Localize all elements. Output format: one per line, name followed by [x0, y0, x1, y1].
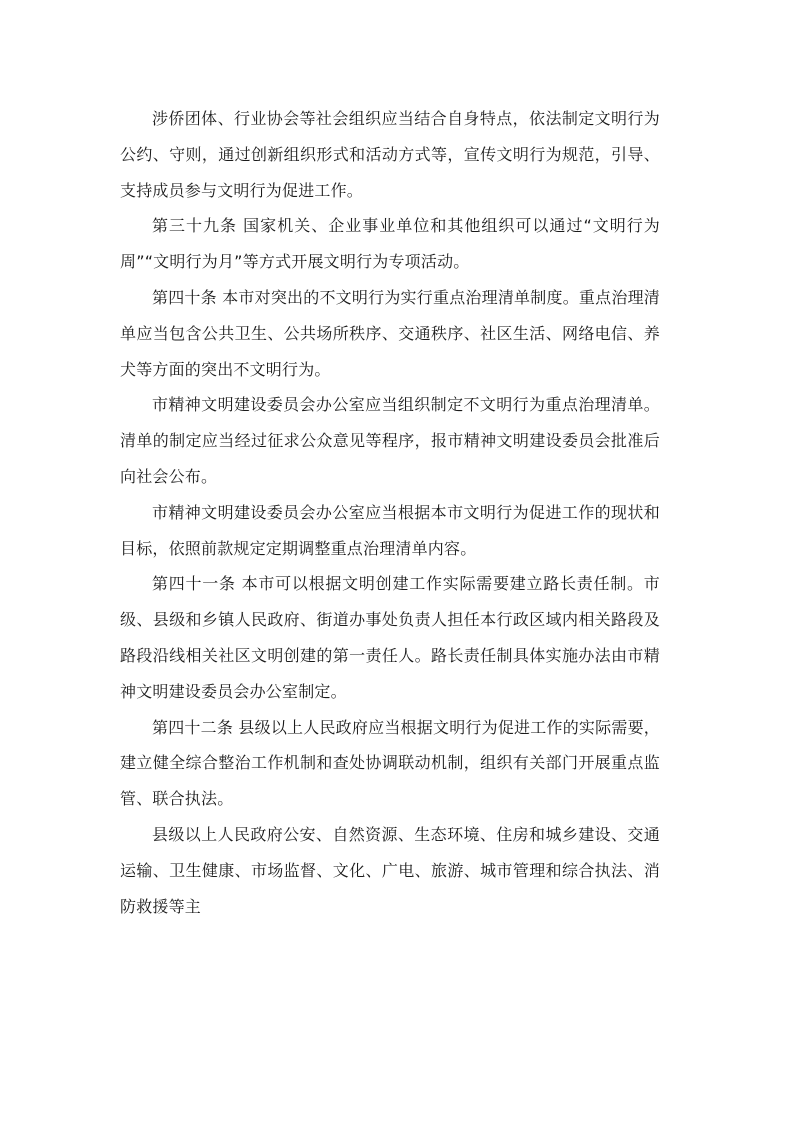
paragraph: 第四十一条 本市可以根据文明创建工作实际需要建立路长责任制。市级、县级和乡镇人民政府、街道办事处负责人担任本行政区域内相关路段及路段沿线相关社区文明创建的第一责任人。路长责任制具体实施办法由市精神文明建设委员会办公室制定。 [120, 574, 660, 701]
paragraph: 第三十九条 国家机关、企业事业单位和其他组织可以通过“文明行为周”“文明行为月”等方式开展文明行为专项活动。 [120, 216, 660, 272]
paragraph: 市精神文明建设委员会办公室应当组织制定不文明行为重点治理清单。清单的制定应当经过征求公众意见等程序，报市精神文明建设委员会批准后向社会公布。 [120, 395, 660, 486]
paragraph: 涉侨团体、行业协会等社会组织应当结合自身特点，依法制定文明行为公约、守则，通过创新组织形式和活动方式等，宣传文明行为规范，引导、支持成员参与文明行为促进工作。 [120, 109, 660, 200]
paragraph: 市精神文明建设委员会办公室应当根据本市文明行为促进工作的现状和目标，依照前款规定定期调整重点治理清单内容。 [120, 502, 660, 558]
paragraph: 第四十条 本市对突出的不文明行为实行重点治理清单制度。重点治理清单应当包含公共卫生、公共场所秩序、交通秩序、社区生活、网络电信、养犬等方面的突出不文明行为。 [120, 287, 660, 379]
document-body [120, 101, 660, 924]
paragraph: 县级以上人民政府公安、自然资源、生态环境、住房和城乡建设、交通运输、卫生健康、市场监督、文化、广电、旅游、城市管理和综合执法、消防救援等主 [120, 824, 660, 916]
paragraph: 第四十二条 县级以上人民政府应当根据文明行为促进工作的实际需要，建立健全综合整治工作机制和查处协调联动机制，组织有关部门开展重点监管、联合执法。 [120, 717, 660, 809]
